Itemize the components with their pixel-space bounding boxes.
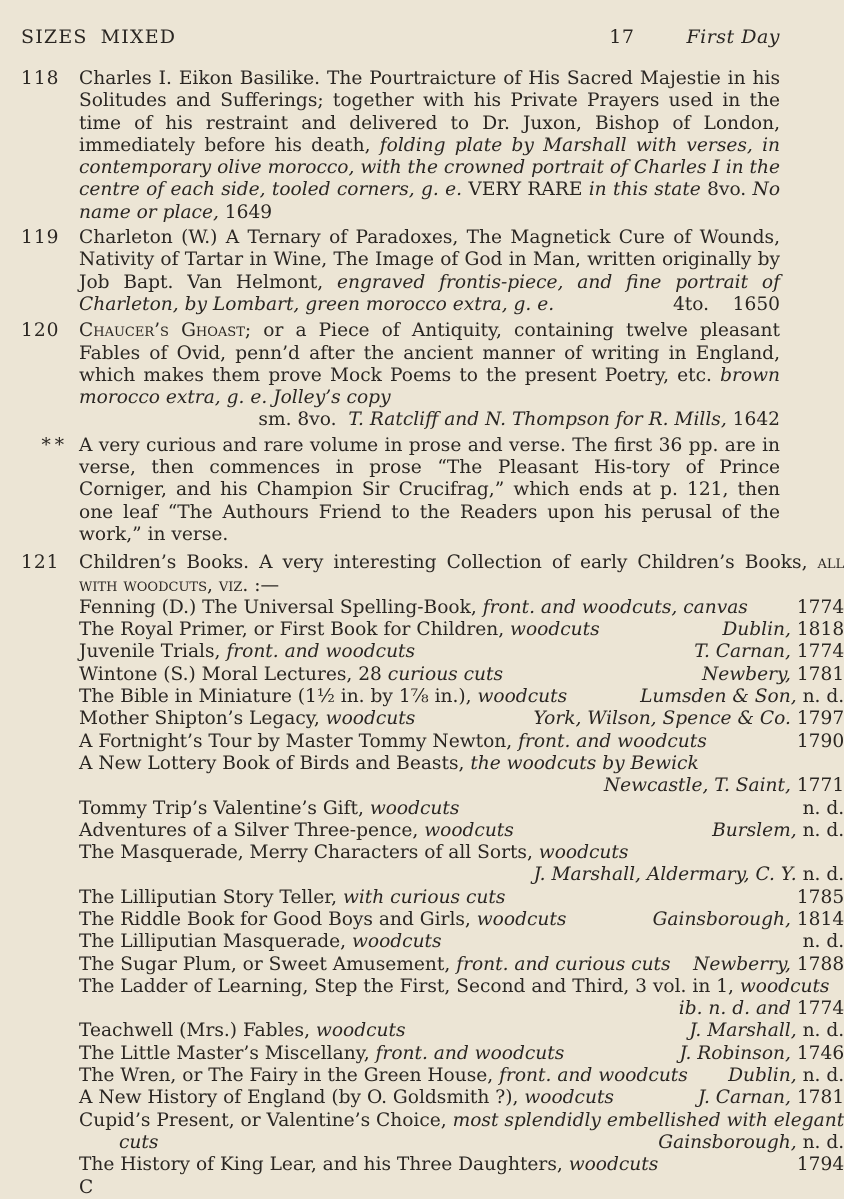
item-title [79, 686, 567, 708]
item-title [79, 619, 600, 641]
list-item [79, 597, 844, 619]
item-title [79, 708, 415, 730]
lot-description [79, 227, 780, 316]
item-title [79, 641, 415, 663]
item-year: n. d. [802, 686, 844, 708]
item-year: 1771 [796, 775, 844, 797]
item-imprint [797, 887, 844, 909]
item-year: 1818 [796, 619, 844, 641]
lot-text-end: :— [248, 574, 280, 596]
item-year: n. d. [802, 797, 844, 819]
list-item [79, 820, 844, 842]
item-imprint-place: J. Marshall, Aldermary, C. Y. [533, 864, 797, 886]
item-year: n. d. [802, 1131, 844, 1153]
item-imprint-place: Newbery, [701, 663, 791, 685]
item-imprint [679, 1043, 844, 1065]
item-imprint-place: York, Wilson, Spence & Co. [533, 708, 791, 730]
item-description: most splendidly embellished with elegant [452, 1109, 844, 1131]
item-title-text: Fenning (D.) The Universal Spelling-Book, [79, 596, 483, 618]
item-imprint [694, 641, 844, 663]
item-title-text: Adventures of a Silver Three-pence, [79, 819, 425, 841]
item-description: woodcuts [568, 1154, 659, 1176]
lot-number: 121 [21, 552, 60, 574]
item-title-text: A Fortnight’s Tour by Master Tommy Newton, [79, 730, 519, 752]
list-item [79, 931, 844, 953]
item-year: 1797 [796, 708, 844, 730]
item-title [79, 1020, 406, 1042]
item-imprint [712, 820, 844, 842]
children-books-list [79, 597, 844, 1177]
item-year: 1774 [796, 641, 844, 663]
item-title-text: Wintone (S.) Moral Lectures, 28 [79, 663, 388, 685]
list-item [79, 1065, 844, 1087]
item-title [79, 931, 442, 953]
note-text: A very curious and rare volume in prose and verse. The first 36 pp. are in verse, then commences in prose “The Pleasant His-tory of Prince Corniger, and his Champion Sir Crucifrag,” which ends at p. 121, then one leaf “The Authours Friend to the Readers upon his perusal of the work,” in verse. [79, 434, 780, 545]
item-description: with curious cuts [342, 886, 506, 908]
item-imprint-place: Newberry, [693, 953, 791, 975]
list-item [79, 887, 844, 909]
item-description: front. and curious cuts [456, 953, 671, 975]
item-imprint [693, 954, 844, 976]
item-imprint [702, 664, 844, 686]
item-title [79, 798, 459, 820]
lot-number: 118 [21, 68, 60, 89]
item-title [79, 820, 514, 842]
item-title [79, 1087, 614, 1109]
item-year: 1814 [796, 908, 844, 930]
item-title-text: The Royal Primer, or First Book for Children, [79, 619, 511, 641]
lot-note: VERY RARE [462, 179, 589, 201]
header-subsection: MIXED [100, 26, 177, 48]
list-item [79, 976, 844, 998]
item-year: n. d. [802, 931, 844, 953]
lot-text: ; or a Piece of Antiquity, containing twelve pleasant Fables of Ovid, penn’d after the ancient manner of writing in England, which makes them prove Mock Poems to the present Poetry, etc. [79, 320, 781, 386]
item-description: front. and woodcuts, canvas [482, 596, 748, 618]
item-description: front. and woodcuts [518, 730, 707, 752]
item-imprint [797, 597, 844, 619]
item-title-text: The Lilliputian Story Teller, [79, 886, 343, 908]
list-item [79, 664, 844, 686]
item-description: the woodcuts by Bewick [470, 752, 699, 774]
item-title [79, 597, 748, 619]
list-item [79, 641, 844, 663]
item-year: 1790 [796, 730, 844, 752]
lot-format: 4to. [672, 293, 715, 315]
lot-imprint: No name or place, [79, 179, 781, 223]
note-marker: * * [41, 434, 65, 456]
lot-binding: folding plate by Marshall with verses, in contemporary olive morocco, with the crowned portrait of Charles I in the centre of each side, tooled corners, g. e. [79, 134, 780, 201]
header-day: First Day [686, 26, 780, 48]
list-item [79, 1020, 844, 1042]
item-description: woodcuts [739, 975, 830, 997]
list-item [79, 753, 844, 775]
item-description-cont: cuts [119, 1131, 159, 1153]
signature-mark: C [79, 1176, 94, 1198]
item-title-text: The Little Master’s Miscellany, [79, 1042, 376, 1064]
item-description: woodcuts [476, 908, 567, 930]
item-imprint-place: Dublin, [722, 619, 791, 641]
item-continuation [79, 998, 844, 1020]
item-title [79, 1110, 844, 1132]
item-title-text: A New Lottery Book of Birds and Beasts, [79, 752, 471, 774]
list-item [79, 909, 844, 931]
lot-imprint: T. Ratcliff and N. Thompson for R. Mills, [348, 409, 727, 431]
item-description: curious cuts [387, 663, 504, 685]
item-title [79, 731, 707, 753]
item-title [79, 887, 505, 909]
lot-119 [21, 227, 780, 316]
item-year: 1774 [796, 596, 844, 618]
item-description: woodcuts [524, 1087, 614, 1109]
item-imprint [533, 708, 844, 730]
lot-number: 119 [21, 227, 60, 249]
item-imprint [698, 1087, 844, 1109]
lot-121 [21, 552, 844, 1198]
item-title-text: Mother Shipton’s Legacy, [79, 708, 326, 730]
lot-118 [21, 68, 780, 224]
item-description: woodcuts [369, 797, 460, 819]
lot-text: Charles I. Eikon Basilike. The Pourtraicture of His Sacred Majestie in his Solitudes and Sufferings; together with his Private Prayers used in the time of his restraint and delivered to Dr. Juxon, Bishop of London, immediately before his death, [79, 68, 780, 156]
item-imprint-place: Gainsborough, [652, 908, 791, 930]
item-title [79, 1154, 658, 1176]
lot-text: Charleton (W.) A Ternary of Paradoxes, The Magnetick Cure of Wounds, Nativity of Tartar in Wine, The Image of God in Man, written originally by Job Bapt. Van Helmont, [79, 227, 780, 293]
item-title-text: Teachwell (Mrs.) Fables, [79, 1020, 316, 1042]
item-year: 1746 [796, 1042, 844, 1064]
item-title-text: The History of King Lear, and his Three Daughters, [79, 1154, 569, 1176]
item-year: 1774 [796, 998, 844, 1020]
item-imprint-place: J. Robinson, [679, 1042, 791, 1064]
list-item [79, 708, 844, 730]
item-imprint [728, 1065, 844, 1087]
page-number: 17 [609, 26, 635, 48]
item-description: woodcuts [315, 1020, 406, 1042]
lot-year: 1649 [218, 201, 273, 223]
item-description: woodcuts [538, 842, 629, 864]
item-title-text: The Wren, or The Fairy in the Green House, [79, 1065, 500, 1087]
item-title-text: The Riddle Book for Good Boys and Girls, [79, 908, 477, 930]
item-title [79, 1065, 688, 1087]
item-year: 1781 [796, 663, 844, 685]
item-imprint [797, 731, 844, 753]
item-title-text: Tommy Trip’s Valentine’s Gift, [79, 797, 370, 819]
item-imprint-place: Gainsborough, [658, 1131, 797, 1153]
item-year: 1788 [796, 953, 844, 975]
item-continuation [79, 775, 844, 797]
list-item [79, 842, 844, 864]
item-title-text: The Lilliputian Masquerade, [79, 931, 352, 953]
item-imprint-place: Newcastle, T. Saint, [603, 775, 791, 797]
list-item [79, 1043, 844, 1065]
item-imprint [689, 1020, 844, 1042]
lot-description [79, 320, 780, 431]
item-imprint-place: Burslem, [712, 819, 797, 841]
item-imprint [797, 1154, 844, 1176]
item-description: woodcuts [477, 686, 568, 708]
lot-binding: engraved frontis-piece, and fine portrait of Charleton, by Lombart, green morocco extra, g. e. [79, 271, 781, 315]
item-year: n. d. [802, 1065, 844, 1087]
lot-number: 120 [21, 320, 60, 342]
lot-text: Children’s Books. A very interesting Collection of early Children’s Books, [79, 552, 818, 574]
item-description: front. and woodcuts [499, 1065, 688, 1087]
item-title-text: Juvenile Trials, [79, 641, 227, 663]
lot-format: 8vo. [700, 179, 753, 201]
list-item [79, 1110, 844, 1132]
item-imprint-place: ib. n. d. and [678, 998, 791, 1020]
item-imprint-place: Dublin, [728, 1065, 797, 1087]
list-item [79, 954, 844, 976]
item-year: 1794 [796, 1154, 844, 1176]
item-description: front. and woodcuts [375, 1042, 565, 1064]
list-item [79, 798, 844, 820]
list-item [79, 619, 844, 641]
lot-binding: brown morocco extra, g. e. Jolley’s copy [79, 364, 780, 409]
item-imprint [653, 909, 844, 931]
item-title-text: The Ladder of Learning, Step the First, Second and Third, 3 vol. in 1, [79, 975, 740, 997]
item-title [79, 753, 699, 775]
item-imprint-place: T. Carnan, [694, 641, 791, 663]
item-year: 1785 [796, 886, 844, 908]
item-title [79, 909, 566, 931]
item-title [79, 664, 503, 686]
item-title-text: Cupid’s Present, or Valentine’s Choice, [79, 1109, 453, 1131]
item-title [79, 976, 829, 998]
item-continuation [79, 864, 844, 886]
lot-description [79, 552, 844, 1198]
lot-note-italic: in this state [588, 179, 701, 201]
item-year: 1781 [796, 1087, 844, 1109]
item-title-text: The Sugar Plum, or Sweet Amusement, [79, 953, 457, 975]
item-imprint-place: Lumsden & Son, [640, 686, 797, 708]
item-imprint [803, 798, 844, 820]
item-title-text: A New History of England (by O. Goldsmith ?), [79, 1087, 525, 1109]
item-description: woodcuts [351, 931, 442, 953]
running-header [21, 26, 780, 68]
lot-120-note [21, 435, 780, 546]
item-description: woodcuts [325, 708, 416, 730]
item-description: woodcuts [424, 819, 514, 841]
item-imprint [803, 931, 844, 953]
item-imprint-place: J. Carnan, [697, 1087, 791, 1109]
item-year: n. d. [802, 819, 844, 841]
item-title-text: The Masquerade, Merry Characters of all Sorts, [79, 842, 539, 864]
lot-year: 1642 [732, 409, 780, 431]
item-description: woodcuts [510, 619, 600, 641]
item-imprint [640, 686, 844, 708]
lot-format: sm. 8vo. [258, 409, 337, 431]
item-title [79, 842, 628, 864]
header-section: SIZES [21, 26, 88, 48]
item-year: n. d. [802, 864, 844, 886]
item-description: front. and woodcuts [226, 641, 416, 663]
lot-year: 1650 [726, 293, 780, 315]
list-item [79, 1154, 844, 1176]
item-imprint-place: J. Marshall, [689, 1020, 797, 1042]
item-continuation [79, 1132, 844, 1154]
lot-120 [21, 320, 780, 431]
item-title-text: The Bible in Miniature (1½ in. by 1⅞ in.), [79, 686, 478, 708]
list-item [79, 731, 844, 753]
lot-text-smallcaps: all with woodcuts, viz. [79, 552, 844, 596]
item-imprint [722, 619, 844, 641]
list-item [79, 1087, 844, 1109]
item-year: n. d. [802, 1020, 844, 1042]
item-title [79, 954, 671, 976]
list-item [79, 686, 844, 708]
lot-description [79, 68, 780, 224]
lot-title: Chaucer’s Ghoast [79, 320, 245, 342]
item-title [79, 1043, 564, 1065]
